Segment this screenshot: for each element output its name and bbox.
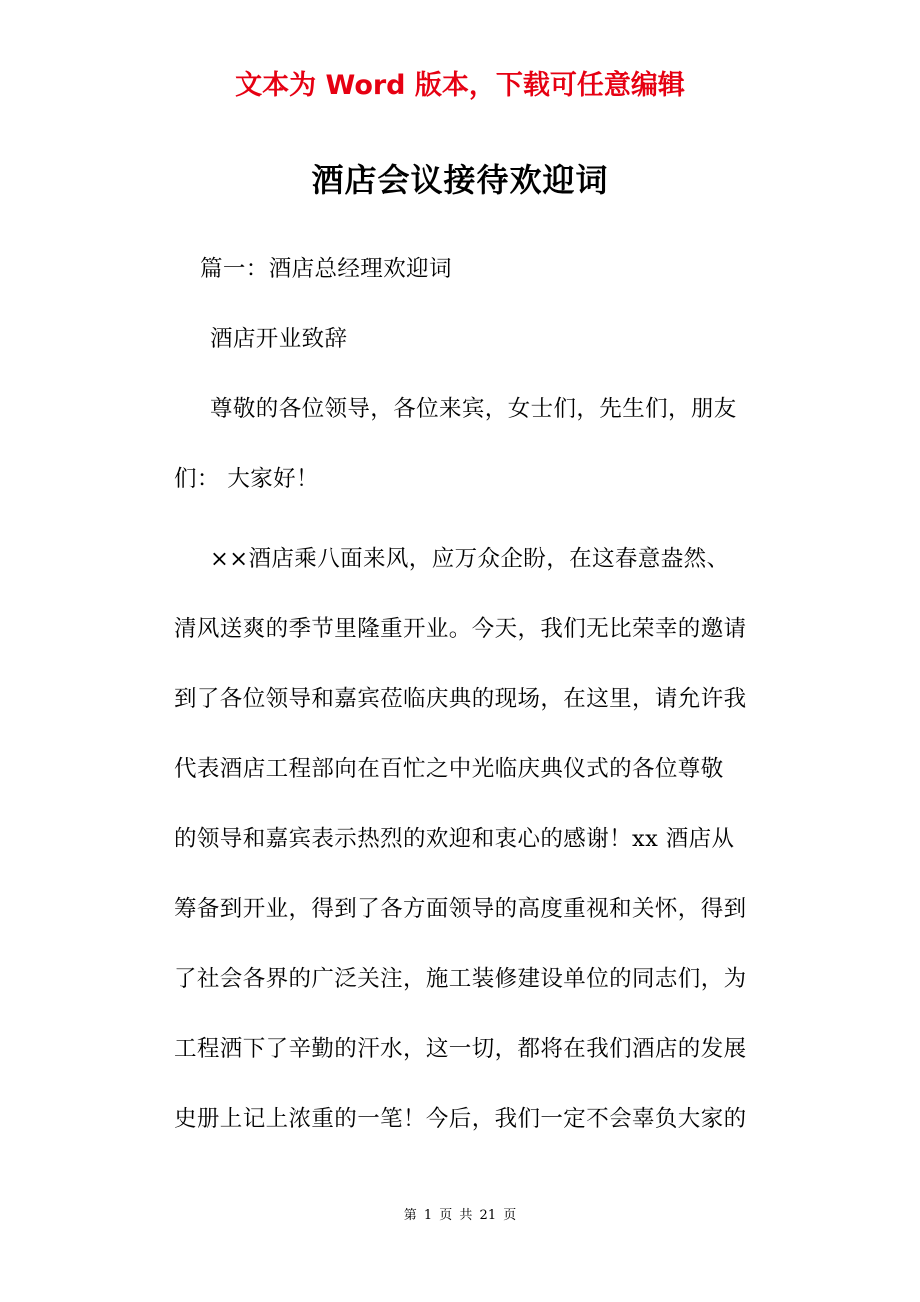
section-heading: 篇一：酒店总经理欢迎词 bbox=[200, 256, 452, 282]
body-paragraph bbox=[174, 524, 782, 1154]
page-number-footer: 第 1 页 共 21 页 bbox=[403, 1208, 517, 1223]
body-line: 代表酒店工程部向在百忙之中光临庆典仪式的各位尊敬 bbox=[174, 756, 724, 782]
greeting-line-1: 尊敬的各位领导，各位来宾，女士们，先生们，朋友 bbox=[210, 396, 737, 422]
body-line: 的领导和嘉宾表示热烈的欢迎和衷心的感谢！xx 酒店从 bbox=[174, 826, 735, 852]
body-line: 工程洒下了辛勤的汗水，这一切，都将在我们酒店的发展 bbox=[174, 1036, 747, 1062]
body-line: 史册上记上浓重的一笔！今后，我们一定不会辜负大家的 bbox=[174, 1106, 747, 1132]
greeting-line-2: 们： 大家好！ bbox=[174, 466, 319, 492]
body-line: 筹备到开业，得到了各方面领导的高度重视和关怀，得到 bbox=[174, 896, 747, 922]
body-line: 清风送爽的季节里隆重开业。今天，我们无比荣幸的邀请 bbox=[174, 616, 747, 642]
section-heading-block bbox=[174, 234, 782, 514]
page-title: 酒店会议接待欢迎词 bbox=[311, 161, 609, 199]
subheading: 酒店开业致辞 bbox=[210, 326, 348, 352]
body-line: 到了各位领导和嘉宾莅临庆典的现场，在这里，请允许我 bbox=[174, 686, 747, 712]
body-line: ××酒店乘八面来风，应万众企盼，在这春意盎然、 bbox=[210, 546, 730, 572]
body-line: 了社会各界的广泛关注，施工装修建设单位的同志们，为 bbox=[174, 966, 747, 992]
word-version-banner: 文本为 Word 版本，下载可任意编辑 bbox=[235, 70, 685, 101]
